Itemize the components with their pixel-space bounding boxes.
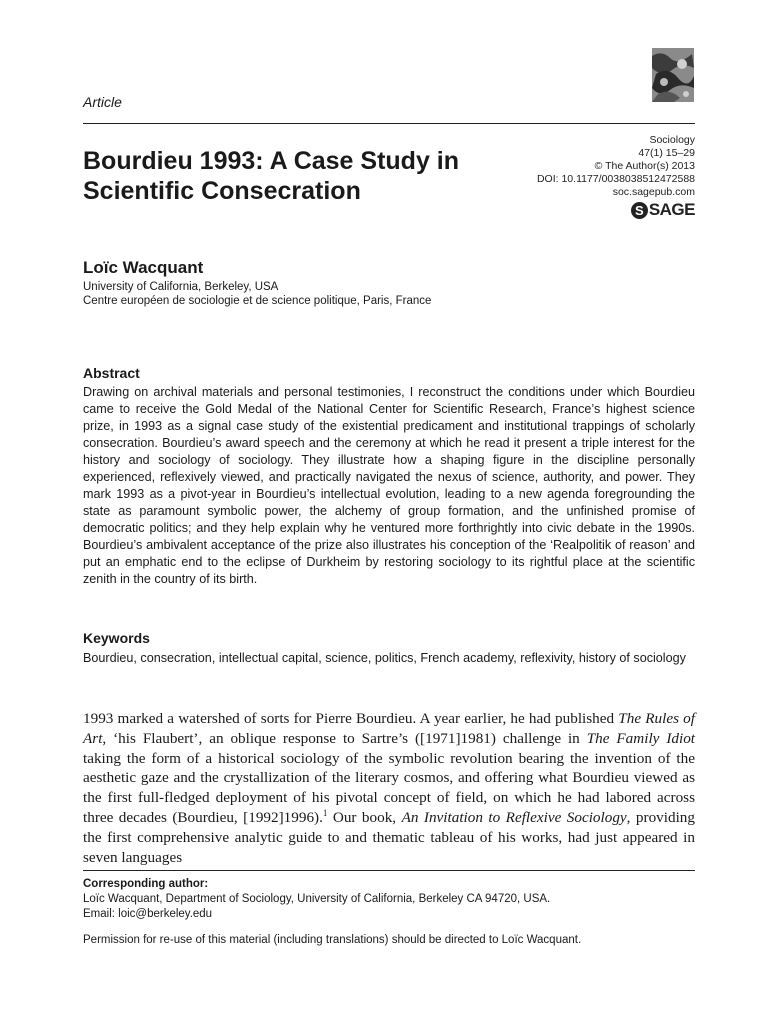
footer-rule xyxy=(83,870,695,871)
permission-note: Permission for re-use of this material (including translations) should be directed to Loïc Wacquant. xyxy=(83,934,582,946)
article-type-label: Article xyxy=(83,94,122,110)
body-text-segment: Our book, xyxy=(327,808,402,826)
sage-logo-icon: S xyxy=(631,202,648,219)
journal-cover-image xyxy=(652,48,694,102)
book-title-invitation: An Invitation to Reflexive Sociology xyxy=(401,808,627,826)
journal-url[interactable]: soc.sagepub.com xyxy=(612,186,695,198)
footnote-reference[interactable]: 1 xyxy=(322,807,328,818)
header-rule xyxy=(83,123,695,124)
body-text-segment: , providing the first comprehensive analytic guide to and thematic tableau of his works, had just appeared in seven languages xyxy=(83,808,695,866)
body-paragraph xyxy=(83,709,695,867)
book-title-rules-of-art: The Rules of Art xyxy=(83,710,695,747)
journal-doi[interactable]: DOI: 10.1177/0038038512472588 xyxy=(536,173,695,185)
affiliation-2: Centre européen de sociologie et de science politique, Paris, France xyxy=(83,295,432,307)
corresponding-author-heading: Corresponding author: xyxy=(83,878,209,890)
abstract-text: Drawing on archival materials and personal testimonies, I reconstruct the conditions under which Bourdieu came to receive the Gold Medal of the National Center for Scientific Research, France’s highest science prize, in 1993 as a signal case study of the existential predicament and institutional trappings of scholarly consecration. Bourdieu’s award speech and the ceremony at which he read it present a triple interest for the history and sociology of sociology. They illustrate how a shaping figure in the discipline personally experienced, reflexively viewed, and practically navigated the nexus of science, authority, and power. They mark 1993 as a pivot-year in Bourdieu’s intellectual evolution, leading to a new agenda foregrounding the state as paramount symbolic power, the alchemy of group formation, and the unfinished promise of democratic politics; and they help explain why he ventured more forthrightly into civic debate in the 1990s. Bourdieu’s ambivalent acceptance of the prize also illustrates his conception of the ‘Realpolitik of reason’ and put an emphatic end to the eclipse of Durkheim by restoring sociology to its rightful place at the scientific zenith in the country of its birth. xyxy=(83,385,695,586)
journal-copyright: © The Author(s) 2013 xyxy=(594,160,695,172)
book-title-family-idiot: The Family Idiot xyxy=(586,729,696,747)
article-title: Bourdieu 1993: A Case Study in Scientific Consecration xyxy=(83,147,460,205)
sage-logo xyxy=(631,201,695,219)
journal-cover-art xyxy=(652,48,694,102)
journal-name: Sociology xyxy=(649,134,695,146)
corresponding-author-email[interactable]: Email: loic@berkeley.edu xyxy=(83,908,213,920)
corresponding-author-address: Loïc Wacquant, Department of Sociology, University of California, Berkeley CA 94720, USA. xyxy=(83,893,551,905)
author-affiliations xyxy=(83,280,431,308)
affiliation-1: University of California, Berkeley, USA xyxy=(83,281,279,293)
sage-logo-text: SAGE xyxy=(648,200,695,219)
abstract-heading: Abstract xyxy=(83,365,140,381)
keywords-heading: Keywords xyxy=(83,630,150,646)
journal-metadata xyxy=(537,134,695,199)
keywords-text: Bourdieu, consecration, intellectual capital, science, politics, French academy, reflexivity, history of sociology xyxy=(83,651,686,665)
body-text-segment: 1993 marked a watershed of sorts for Pierre Bourdieu. A year earlier, he had published xyxy=(83,710,619,727)
body-text-segment: , ‘his Flaubert’, an oblique response to Sartre’s ([1971]1981) challenge in xyxy=(102,729,587,747)
body-text-segment: taking the form of a historical sociology of the symbolic revolution bearing the invention of the aesthetic gaze and the crystallization of the literary cosmos, and offering what Bourdieu viewed as the first full-fledged deployment of his pivotal concept of field, on which he had labored across three decades (Bourdieu, [1992]1996). xyxy=(83,749,695,826)
author-name: Loïc Wacquant xyxy=(83,258,204,277)
journal-volume: 47(1) 15–29 xyxy=(638,147,695,159)
